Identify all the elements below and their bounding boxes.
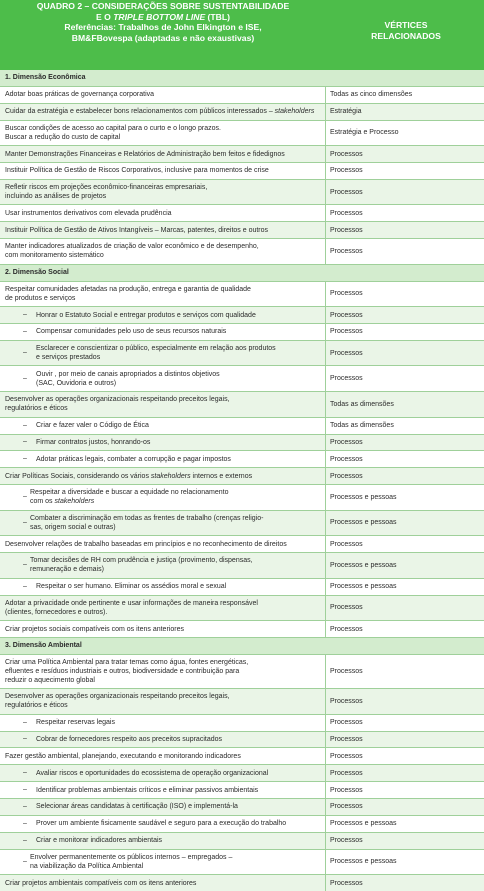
- vertice-text: Processos: [330, 719, 363, 727]
- criterion-text: Desenvolver as operações organizacionais respeitando preceitos legais, regulatórios e éticos: [5, 693, 230, 710]
- criterion-text: Avaliar riscos e oportunidades do ecossistema de operação organizacional: [36, 769, 269, 777]
- criterion-cell: [0, 163, 326, 179]
- criterion-text: Respeitar comunidades afetadas na produção, entrega e garantia de qualidade de produtos e serviços: [5, 285, 251, 302]
- vertice-cell: [326, 239, 484, 264]
- table-row: [0, 104, 484, 121]
- vertice-cell: [326, 850, 484, 875]
- vertice-text: Processos: [330, 540, 363, 548]
- criterion-text: Ouvir , por meio de canais apropriados a distintos objetivos (SAC, Ouvidoria e outros): [36, 370, 220, 387]
- section-row: [0, 265, 484, 282]
- vertice-text: Processos: [330, 290, 363, 298]
- table-subrow: [0, 418, 484, 435]
- vertice-cell: [326, 816, 484, 832]
- criterion-text: Desenvolver relações de trabalho baseadas em princípios e no reconhecimento de direitos: [5, 540, 287, 548]
- criterion-text: Instituir Política de Gestão de Riscos Corporativos, inclusive para momentos de crise: [5, 167, 269, 175]
- table-subrow: [0, 341, 484, 367]
- table-subrow: [0, 511, 484, 537]
- vertice-cell: [326, 435, 484, 451]
- criterion-cell: [0, 833, 326, 849]
- table-row: [0, 239, 484, 265]
- vertice-cell: [326, 205, 484, 221]
- vertice-text: Processos e pessoas: [330, 561, 397, 569]
- table-subrow: [0, 366, 484, 392]
- vertice-text: Todas as dimensões: [330, 422, 394, 430]
- vertice-cell: [326, 163, 484, 179]
- table-subrow: [0, 715, 484, 732]
- criterion-cell: [0, 875, 326, 891]
- table-row: [0, 875, 484, 891]
- criterion-text: Prover um ambiente fisicamente saudável e seguro para a execução do trabalho: [36, 820, 287, 828]
- vertice-text: Processos: [330, 786, 363, 794]
- criterion-text: Desenvolver as operações organizacionais respeitando preceitos legais, regulatórios e éticos: [5, 396, 230, 413]
- vertice-cell: [326, 121, 484, 146]
- vertice-cell: [326, 875, 484, 891]
- section-row: [0, 70, 484, 87]
- criterion-text: Refletir riscos em projeções econômico-financeiras empresariais, incluindo as análises de projetos: [5, 184, 208, 201]
- vertice-cell: [326, 451, 484, 467]
- vertice-text: Processos: [330, 438, 363, 446]
- table-subrow: [0, 732, 484, 749]
- criterion-cell: [0, 579, 326, 595]
- title-line-2: E O TRIPLE BOTTOM LINE (TBL): [95, 11, 230, 22]
- criterion-text: Fazer gestão ambiental, planejando, executando e monitorando indicadores: [5, 752, 241, 760]
- vertice-cell: [326, 799, 484, 815]
- vertice-cell: [326, 536, 484, 552]
- dash-marker: –: [23, 719, 27, 727]
- vertice-text: Processos: [330, 455, 363, 463]
- vertice-text: Processos: [330, 769, 363, 777]
- dash-marker: –: [23, 519, 27, 527]
- vertice-text: Processos: [330, 328, 363, 336]
- criterion-cell: [0, 732, 326, 748]
- table-row: [0, 536, 484, 553]
- vertice-cell: [326, 341, 484, 366]
- criterion-text: Esclarecer e conscientizar o público, especialmente em relação aos produtos e serviços prestados: [36, 345, 276, 362]
- criterion-text: Cuidar da estratégia e estabelecer bons relacionamentos com públicos interessados – stakeholders: [5, 108, 315, 116]
- vertice-text: Processos: [330, 226, 363, 234]
- table-row: [0, 282, 484, 308]
- criterion-text: Selecionar áreas candidatas à certificação (ISO) e implementá-la: [36, 803, 238, 811]
- dash-marker: –: [23, 769, 27, 777]
- vertice-cell: [326, 596, 484, 621]
- table-subrow: [0, 833, 484, 850]
- table-row: [0, 121, 484, 147]
- criterion-cell: [0, 205, 326, 221]
- title-line-1: QUADRO 2 – CONSIDERAÇÕES SOBRE SUSTENTABILIDADE: [36, 1, 290, 11]
- criterion-text: Cobrar de fornecedores respeito aos preceitos supracitados: [36, 735, 222, 743]
- table-subrow: [0, 553, 484, 579]
- vertice-cell: [326, 418, 484, 434]
- vertice-text: Processos e pessoas: [330, 493, 397, 501]
- criterion-cell: [0, 451, 326, 467]
- vertice-cell: [326, 392, 484, 417]
- table-row: [0, 222, 484, 239]
- table-row: [0, 392, 484, 418]
- criterion-cell: [0, 104, 326, 120]
- dash-marker: –: [23, 328, 27, 336]
- vertice-cell: [326, 324, 484, 340]
- criterion-text: Honrar o Estatuto Social e entregar produtos e serviços com qualidade: [36, 311, 256, 319]
- vertice-text: Processos: [330, 879, 363, 887]
- vertice-cell: [326, 579, 484, 595]
- criterion-cell: [0, 485, 326, 510]
- dash-marker: –: [23, 735, 27, 743]
- vertice-text: Processos e pessoas: [330, 858, 397, 866]
- dash-marker: –: [23, 493, 27, 501]
- criterion-text: Tomar decisões de RH com prudência e justiça (provimento, dispensas, remuneração e demais): [30, 557, 253, 574]
- vertice-cell: [326, 732, 484, 748]
- criterion-cell: [0, 536, 326, 552]
- criterion-cell: [0, 715, 326, 731]
- section-row: [0, 638, 484, 655]
- criterion-text: 1. Dimensão Econômica: [5, 74, 86, 82]
- vertice-cell: [326, 180, 484, 205]
- vertice-cell: [326, 485, 484, 510]
- vertice-text: Processos: [330, 752, 363, 760]
- vertice-cell: [326, 87, 484, 103]
- table-row: [0, 163, 484, 180]
- table-row: [0, 468, 484, 485]
- criterion-text: Criar e fazer valer o Código de Ética: [36, 422, 149, 430]
- criterion-text: Combater a discriminação em todas as frentes de trabalho (crenças religio- sas, origem social e outras): [30, 514, 264, 531]
- vertice-cell: [326, 511, 484, 536]
- criterion-cell: [0, 748, 326, 764]
- criterion-text: Adotar boas práticas de governança corporativa: [5, 91, 155, 99]
- table-subrow: [0, 816, 484, 833]
- criterion-cell: [0, 435, 326, 451]
- criterion-cell: [0, 655, 326, 688]
- table-subrow: [0, 850, 484, 876]
- criterion-text: Respeitar a diversidade e buscar a equidade no relacionamento com os stakeholders: [30, 489, 229, 506]
- criterion-text: Adotar práticas legais, combater a corrupção e pagar impostos: [36, 455, 231, 463]
- vertice-text: Processos: [330, 209, 363, 217]
- vertice-cell: [326, 553, 484, 578]
- criterion-cell: [0, 222, 326, 238]
- criterion-cell: [0, 468, 326, 484]
- vertice-text: Processos: [330, 803, 363, 811]
- table-subrow: [0, 799, 484, 816]
- criterion-cell: [0, 553, 326, 578]
- vertice-text: Processos: [330, 697, 363, 705]
- vertice-text: Processos: [330, 247, 363, 255]
- criterion-text: Criar uma Política Ambiental para tratar temas como água, fontes energéticas, efluentes e resíduos industriais e outros, biodiversidade e contribuição para reduzir o aquecimento global: [5, 658, 249, 684]
- table-row: [0, 87, 484, 104]
- dash-marker: –: [23, 349, 27, 357]
- table-subrow: [0, 485, 484, 511]
- table-header: [0, 0, 484, 70]
- vertice-cell: [326, 621, 484, 637]
- criterion-text: 2. Dimensão Social: [5, 269, 69, 277]
- vertice-cell: [326, 468, 484, 484]
- vertice-text: Estratégia e Processo: [330, 129, 399, 137]
- table-row: [0, 205, 484, 222]
- table-row: [0, 180, 484, 206]
- dash-marker: –: [23, 561, 27, 569]
- criterion-text: Buscar condições de acesso ao capital para o curto e o longo prazos. Buscar a redução do custo de capital: [5, 124, 221, 141]
- criterion-text: Instituir Política de Gestão de Ativos Intangíveis – Marcas, patentes, direitos e outros: [5, 226, 269, 234]
- criterion-cell: [0, 180, 326, 205]
- criterion-text: Adotar a privacidade onde pertinente e usar informações de maneira responsável (clientes, fornecedores e outros).: [5, 599, 258, 616]
- criterion-cell: [0, 239, 326, 264]
- criterion-text: Respeitar reservas legais: [36, 719, 115, 727]
- criterion-cell: [0, 782, 326, 798]
- vertice-text: Processos: [330, 735, 363, 743]
- criterion-text: Manter indicadores atualizados de criação de valor econômico e de desempenho, com monitoramento sistemático: [5, 243, 259, 260]
- table-title: [0, 1, 326, 43]
- criterion-cell: [0, 850, 326, 875]
- title-line-3: Referências: Trabalhos de John Elkington e ISE,: [64, 22, 262, 33]
- criterion-cell: [0, 146, 326, 162]
- criterion-cell: [0, 341, 326, 366]
- vertice-text: Processos: [330, 604, 363, 612]
- vertice-cell: [326, 689, 484, 714]
- vertice-cell: [326, 307, 484, 323]
- criterion-cell: [0, 70, 326, 86]
- criterion-cell: [0, 121, 326, 146]
- vertice-text: Processos: [330, 375, 363, 383]
- dash-marker: –: [23, 438, 27, 446]
- criterion-text: Manter Demonstrações Financeiras e Relatórios de Administração bem feitos e fidedignos: [5, 150, 285, 158]
- vertice-text: Processos: [330, 667, 363, 675]
- table-subrow: [0, 765, 484, 782]
- vertice-cell: [326, 104, 484, 120]
- criterion-cell: [0, 282, 326, 307]
- criterion-cell: [0, 621, 326, 637]
- criterion-cell: [0, 324, 326, 340]
- criterion-cell: [0, 689, 326, 714]
- dash-marker: –: [23, 455, 27, 463]
- title-line-4: BM&FBovespa (adaptadas e não exaustivas): [71, 32, 255, 43]
- dash-marker: –: [23, 422, 27, 430]
- criterion-cell: [0, 638, 326, 654]
- criterion-cell: [0, 799, 326, 815]
- criterion-text: Envolver permanentemente os públicos internos – empregados – na viabilização da Política Ambiental: [30, 853, 233, 870]
- table-row: [0, 146, 484, 163]
- criterion-text: Compensar comunidades pelo uso de seus recursos naturais: [36, 328, 227, 336]
- criterion-text: Criar projetos ambientais compatíveis com os itens anteriores: [5, 879, 197, 887]
- vertice-text: Processos: [330, 311, 363, 319]
- vertice-text: Processos: [330, 349, 363, 357]
- vertice-text: Processos: [330, 150, 363, 158]
- column-header-vertices: VÉRTICES RELACIONADOS: [371, 20, 441, 41]
- vertice-text: Estratégia: [330, 108, 362, 116]
- vertice-cell: [326, 833, 484, 849]
- table-subrow: [0, 435, 484, 452]
- vertice-cell: [326, 366, 484, 391]
- dash-marker: –: [23, 375, 27, 383]
- vertice-cell: [326, 782, 484, 798]
- table-row: [0, 621, 484, 638]
- criterion-cell: [0, 307, 326, 323]
- vertice-cell: [326, 655, 484, 688]
- table-body: [0, 70, 484, 891]
- vertice-cell: [326, 282, 484, 307]
- table-row: [0, 748, 484, 765]
- criterion-cell: [0, 765, 326, 781]
- vertice-text: Processos: [330, 167, 363, 175]
- vertice-text: Processos e pessoas: [330, 820, 397, 828]
- table-subrow: [0, 307, 484, 324]
- vertice-text: Processos e pessoas: [330, 519, 397, 527]
- criterion-cell: [0, 87, 326, 103]
- criterion-text: Identificar problemas ambientais críticos e eliminar passivos ambientais: [36, 786, 259, 794]
- vertice-text: Todas as dimensões: [330, 400, 394, 408]
- criterion-text: Firmar contratos justos, honrando-os: [36, 438, 151, 446]
- criterion-cell: [0, 511, 326, 536]
- dash-marker: –: [23, 583, 27, 591]
- table-row: [0, 689, 484, 715]
- criterion-cell: [0, 596, 326, 621]
- vertice-cell: [326, 765, 484, 781]
- table-subrow: [0, 451, 484, 468]
- dash-marker: –: [23, 837, 27, 845]
- vertice-text: Processos: [330, 837, 363, 845]
- dash-marker: –: [23, 311, 27, 319]
- vertice-text: Processos: [330, 472, 363, 480]
- criterion-text: Usar instrumentos derivativos com elevada prudência: [5, 209, 172, 217]
- table-row: [0, 596, 484, 622]
- criterion-cell: [0, 366, 326, 391]
- table-subrow: [0, 324, 484, 341]
- criterion-text: Criar projetos sociais compatíveis com os itens anteriores: [5, 625, 184, 633]
- vertice-text: Processos: [330, 188, 363, 196]
- vertice-cell: [326, 715, 484, 731]
- vertice-text: Processos e pessoas: [330, 583, 397, 591]
- table-subrow: [0, 782, 484, 799]
- criterion-cell: [0, 816, 326, 832]
- vertice-cell: [326, 222, 484, 238]
- dash-marker: –: [23, 820, 27, 828]
- criterion-text: Criar Políticas Sociais, considerando os vários stakeholders internos e externos: [5, 472, 253, 480]
- criterion-cell: [0, 392, 326, 417]
- dash-marker: –: [23, 803, 27, 811]
- criterion-cell: [0, 265, 326, 281]
- criterion-text: Respeitar o ser humano. Eliminar os assédios moral e sexual: [36, 583, 227, 591]
- criterion-cell: [0, 418, 326, 434]
- table-subrow: [0, 579, 484, 596]
- vertice-cell: [326, 146, 484, 162]
- table-row: [0, 655, 484, 689]
- dash-marker: –: [23, 858, 27, 866]
- vertice-text: Processos: [330, 625, 363, 633]
- vertice-cell: [326, 748, 484, 764]
- criterion-text: Criar e monitorar indicadores ambientais: [36, 837, 163, 845]
- vertice-text: Todas as cinco dimensões: [330, 91, 413, 99]
- criterion-text: 3. Dimensão Ambiental: [5, 642, 82, 650]
- dash-marker: –: [23, 786, 27, 794]
